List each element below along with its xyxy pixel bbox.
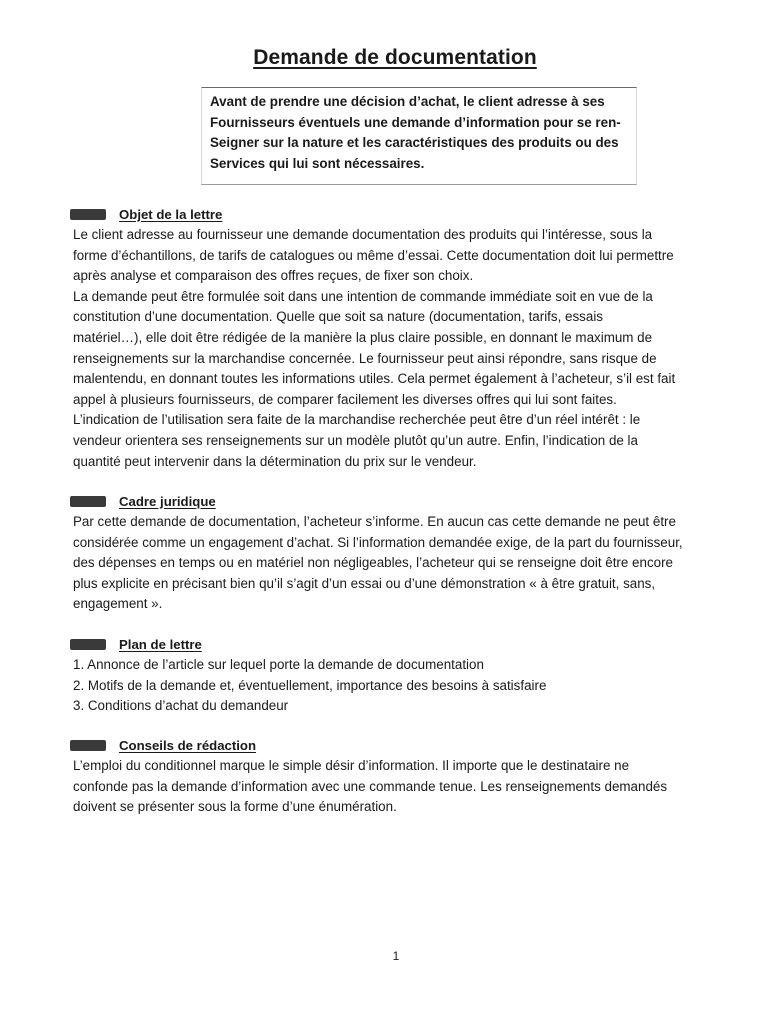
body-line: appel à plusieurs fournisseurs, de comparer facilement les diverses offres qui lui sont faites.	[73, 391, 617, 407]
section-heading-cadre	[70, 492, 216, 510]
body-line: engagement ».	[73, 596, 163, 612]
body-line: matériel…), elle doit être rédigée de la manière la plus claire possible, en donnant le maximum de	[73, 329, 653, 345]
body-line: constitution d’une documentation. Quelle que soit sa nature (documentation, tarifs, essais	[73, 309, 603, 325]
intro-line: Avant de prendre une décision d’achat, le client adresse à ses	[210, 94, 605, 109]
body-line: quantité peut intervenir dans la détermination du prix sur le vendeur.	[73, 453, 477, 469]
heading-marker-icon	[70, 740, 106, 751]
section-body-plan	[73, 655, 723, 717]
page-number: 1	[392, 949, 400, 963]
intro-line: Fournisseurs éventuels une demande d’information pour se ren-	[210, 114, 621, 130]
section-heading-conseils	[70, 736, 256, 754]
body-line: des dépenses en temps ou en matériel non négligeables, l’acheteur qui se renseigne doit être encore	[73, 555, 673, 571]
intro-line: Seigner sur la nature et les caractéristiques des produits ou des	[210, 135, 619, 151]
body-line: Par cette demande de documentation, l’acheteur s’informe. En aucun cas cette demande ne peut être	[73, 514, 676, 529]
body-line: La demande peut être formulée soit dans une intention de commande immédiate soit en vue de la	[73, 288, 653, 304]
heading-marker-icon	[70, 496, 106, 507]
body-line: forme d’échantillons, de tarifs de catalogues ou même d’essai. Cette documentation doit lui permettre	[73, 247, 674, 263]
section-heading-label: Plan de lettre	[119, 636, 202, 652]
list-item: 3. Conditions d’achat du demandeur	[73, 698, 289, 714]
list-item: 2. Motifs de la demande et, éventuellement, importance des besoins à satisfaire	[73, 677, 547, 693]
section-heading-label: Cadre juridique	[119, 493, 216, 509]
section-body-cadre	[73, 512, 723, 615]
section-body-conseils	[73, 756, 723, 818]
heading-marker-icon	[70, 209, 106, 220]
section-heading-label: Objet de la lettre	[119, 206, 223, 222]
body-line: doivent se présenter sous la forme d’une énumération.	[73, 799, 397, 815]
body-line: confonde pas la demande d’information avec une commande tenue. Les renseignements demandés	[73, 778, 668, 794]
section-heading-objet	[70, 205, 222, 223]
body-line: L’emploi du conditionnel marque le simple désir d’information. Il importe que le destinataire ne	[73, 758, 630, 773]
body-line: renseignements sur la marchandise concernée. Le fournisseur peut ainsi répondre, sans risque de	[73, 350, 657, 366]
heading-marker-icon	[70, 639, 106, 650]
body-line: Le client adresse au fournisseur une demande documentation des produits qui l’intéresse, sous la	[73, 227, 653, 242]
list-item: 1. Annonce de l’article sur lequel porte la demande de documentation	[73, 657, 484, 672]
section-body-objet	[73, 225, 723, 472]
body-line: vendeur orientera ses renseignements sur un modèle plutôt qu’un autre. Enfin, l’indication de la	[73, 432, 638, 448]
section-heading-plan	[70, 635, 202, 653]
intro-line: Services qui lui sont nécessaires.	[210, 155, 425, 171]
body-line: après analyse et comparaison des offres reçues, de fixer son choix.	[73, 268, 474, 284]
body-line: malentendu, en donnant toutes les informations utiles. Cela permet également à l’acheteur, s’il est fait	[73, 371, 676, 387]
page-title: Demande de documentation	[253, 46, 537, 69]
body-line: L’indication de l’utilisation sera faite de la marchandise recherchée peut être d’un réel intérêt : le	[73, 412, 641, 428]
intro-box	[201, 87, 637, 185]
body-line: plus explicite en précisant bien qu’il s’agit d’un essai ou d’une démonstration « à être gratuit, sans,	[73, 575, 656, 591]
section-heading-label: Conseils de rédaction	[119, 737, 257, 753]
body-line: considérée comme un engagement d’achat. Si l’information demandée exige, de la part du fournisseur,	[73, 534, 683, 550]
